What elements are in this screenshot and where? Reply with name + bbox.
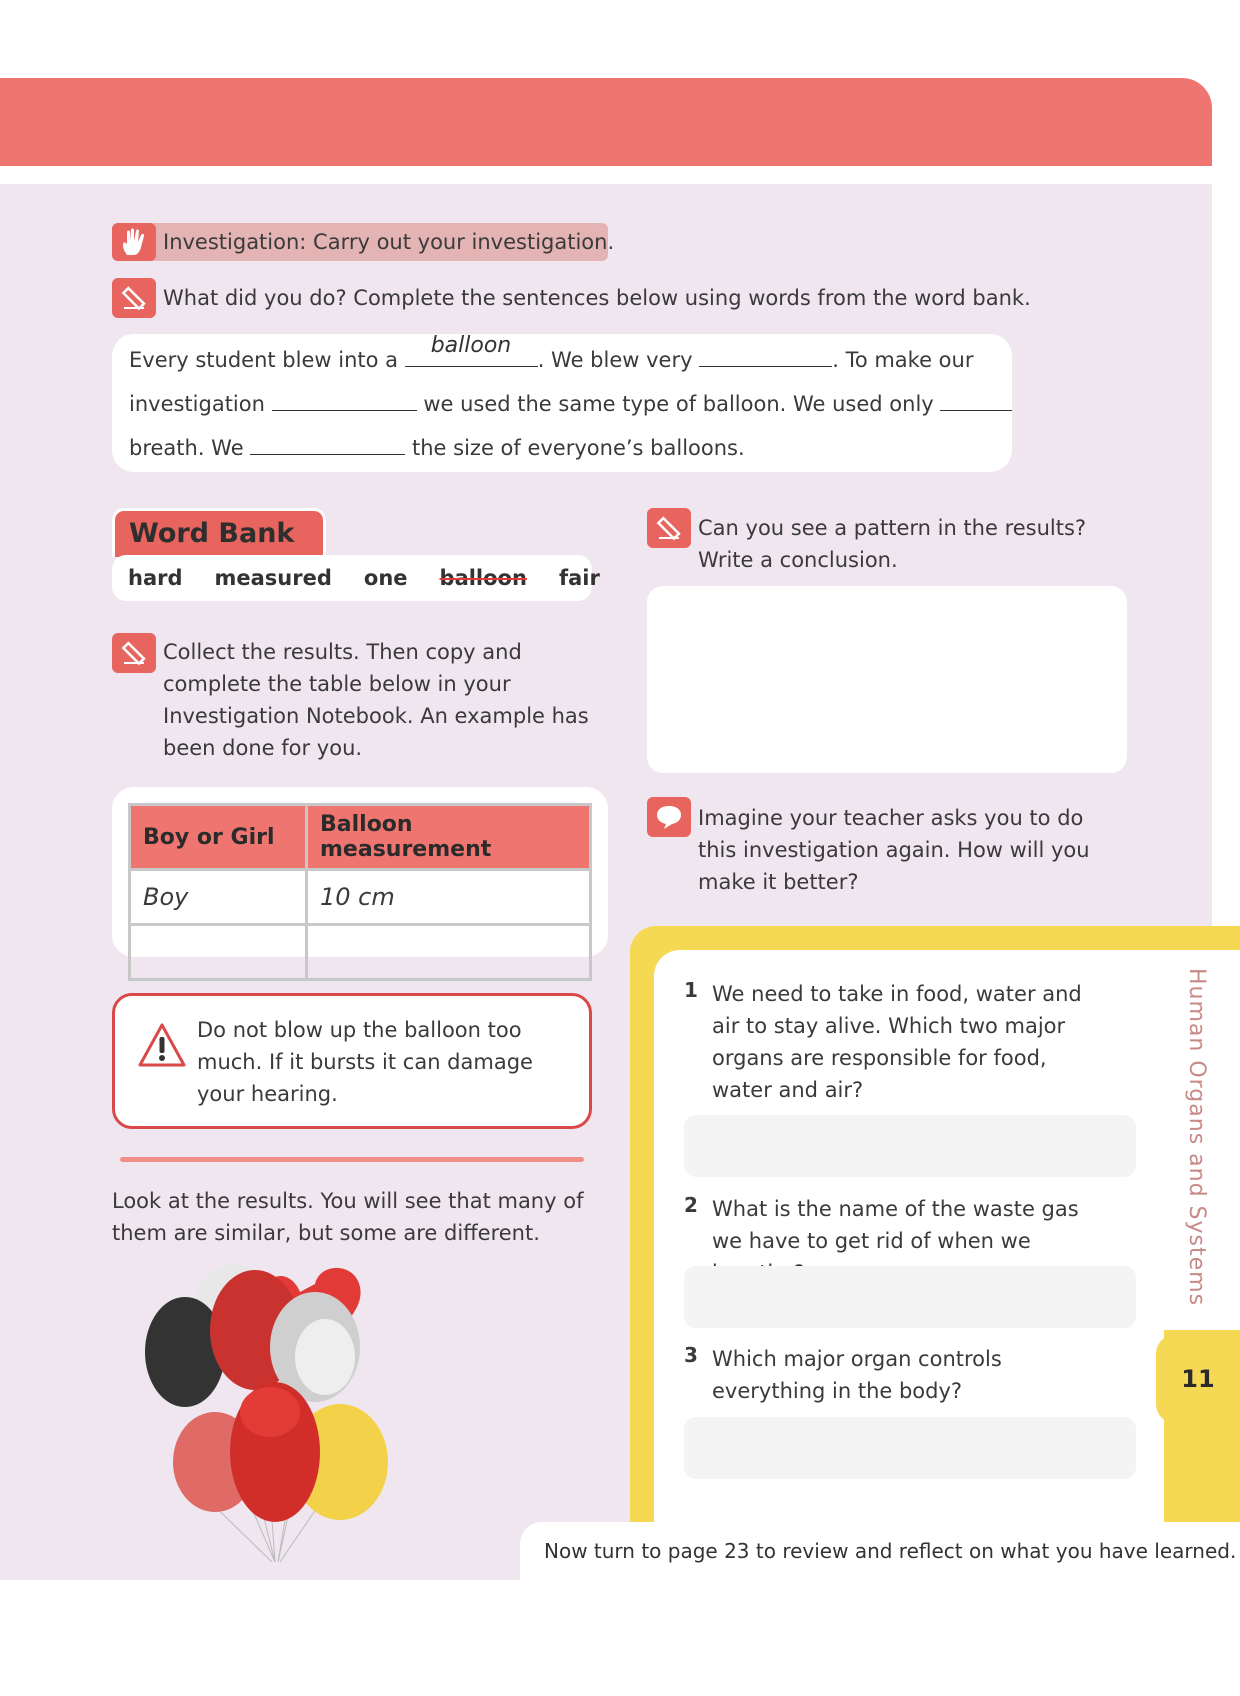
word-bank-word: hard xyxy=(128,566,183,590)
warning-icon xyxy=(137,1022,187,1072)
table-header: Balloon measurement xyxy=(307,805,591,870)
warning-text: Do not blow up the balloon too much. If it bursts it can damage your hearing. xyxy=(197,1018,533,1106)
page-number: 11 xyxy=(1156,1334,1240,1424)
sentence-part: investigation xyxy=(129,392,265,416)
table-row xyxy=(130,925,591,980)
question-text: We need to take in food, water and air to stay alive. Which two major organs are responsible for food, water and air? xyxy=(712,982,1082,1102)
word-bank-word: measured xyxy=(214,566,332,590)
word-bank-word-used: balloon xyxy=(439,566,527,590)
sentence-part: Every student blew into a xyxy=(129,348,399,372)
investigation-instruction: Investigation: Carry out your investigation. xyxy=(163,230,615,254)
results-table-card xyxy=(112,787,608,957)
sentence-part: . We blew very xyxy=(537,348,693,372)
review-questions-card xyxy=(654,950,1164,1526)
answer-blank[interactable] xyxy=(250,434,405,455)
word-bank-tab xyxy=(112,508,326,557)
question-1 xyxy=(684,978,1092,1106)
table-cell[interactable]: Boy xyxy=(130,870,307,925)
word-bank-title: Word Bank xyxy=(129,518,295,549)
hand-icon xyxy=(112,223,156,261)
handwritten-answer: balloon xyxy=(430,333,512,358)
results-table xyxy=(128,803,592,981)
pencil-icon xyxy=(647,508,691,548)
table-cell[interactable] xyxy=(130,925,307,980)
question-3 xyxy=(684,1343,1092,1407)
pattern-prompt: Can you see a pattern in the results? Write a conclusion. xyxy=(698,516,1087,572)
table-header: Boy or Girl xyxy=(130,805,307,870)
answer-box-3[interactable] xyxy=(684,1417,1136,1479)
question-number: 2 xyxy=(684,1193,698,1217)
sentence-part: we used the same type of balloon. We used only xyxy=(423,392,934,416)
footer-note: Now turn to page 23 to review and reflect on what you have learned. xyxy=(520,1522,1240,1580)
table-cell[interactable] xyxy=(307,925,591,980)
table-row xyxy=(130,870,591,925)
sentence-part: breath. We xyxy=(129,436,244,460)
imagine-prompt: Imagine your teacher asks you to do this investigation again. How will you make it better? xyxy=(698,806,1090,894)
balloons-image xyxy=(140,1262,420,1572)
conclusion-answer-box[interactable] xyxy=(647,586,1127,773)
table-cell[interactable]: 10 cm xyxy=(307,870,591,925)
sentence-part: . To make our xyxy=(832,348,974,372)
what-did-you-do-instruction: What did you do? Complete the sentences below using words from the word bank. xyxy=(163,286,1031,310)
header-band xyxy=(0,78,1212,166)
sentence-part: the size of everyone’s balloons. xyxy=(412,436,745,460)
word-bank-word: fair xyxy=(558,566,600,590)
question-text: What is the name of the waste gas we have to get rid of when we xyxy=(712,1197,1079,1253)
word-bank-word: one xyxy=(363,566,408,590)
answer-box-1[interactable] xyxy=(684,1115,1136,1177)
chapter-side-title: Human Organs and Systems xyxy=(1184,968,1209,1307)
collect-instruction: Collect the results. Then copy and complete the table below in your Investigation Notebook. An example has been done for you. xyxy=(163,640,589,760)
speech-bubble-icon xyxy=(647,797,691,837)
answer-blank[interactable] xyxy=(405,333,538,367)
divider xyxy=(120,1157,584,1162)
question-number: 3 xyxy=(684,1343,698,1367)
answer-blank[interactable] xyxy=(699,346,832,367)
answer-blank[interactable] xyxy=(940,390,1012,411)
answer-blank[interactable] xyxy=(272,390,417,411)
pencil-icon xyxy=(112,633,156,673)
pencil-icon xyxy=(112,278,156,318)
fill-in-card xyxy=(112,334,1012,472)
question-text: Which major organ controls everything in the body? xyxy=(712,1347,1002,1403)
warning-box xyxy=(112,993,592,1129)
word-bank-list xyxy=(112,555,600,601)
question-number: 1 xyxy=(684,978,698,1002)
look-results-text: Look at the results. You will see that many of them are similar, but some are different. xyxy=(112,1189,584,1245)
answer-box-2[interactable] xyxy=(684,1266,1136,1328)
